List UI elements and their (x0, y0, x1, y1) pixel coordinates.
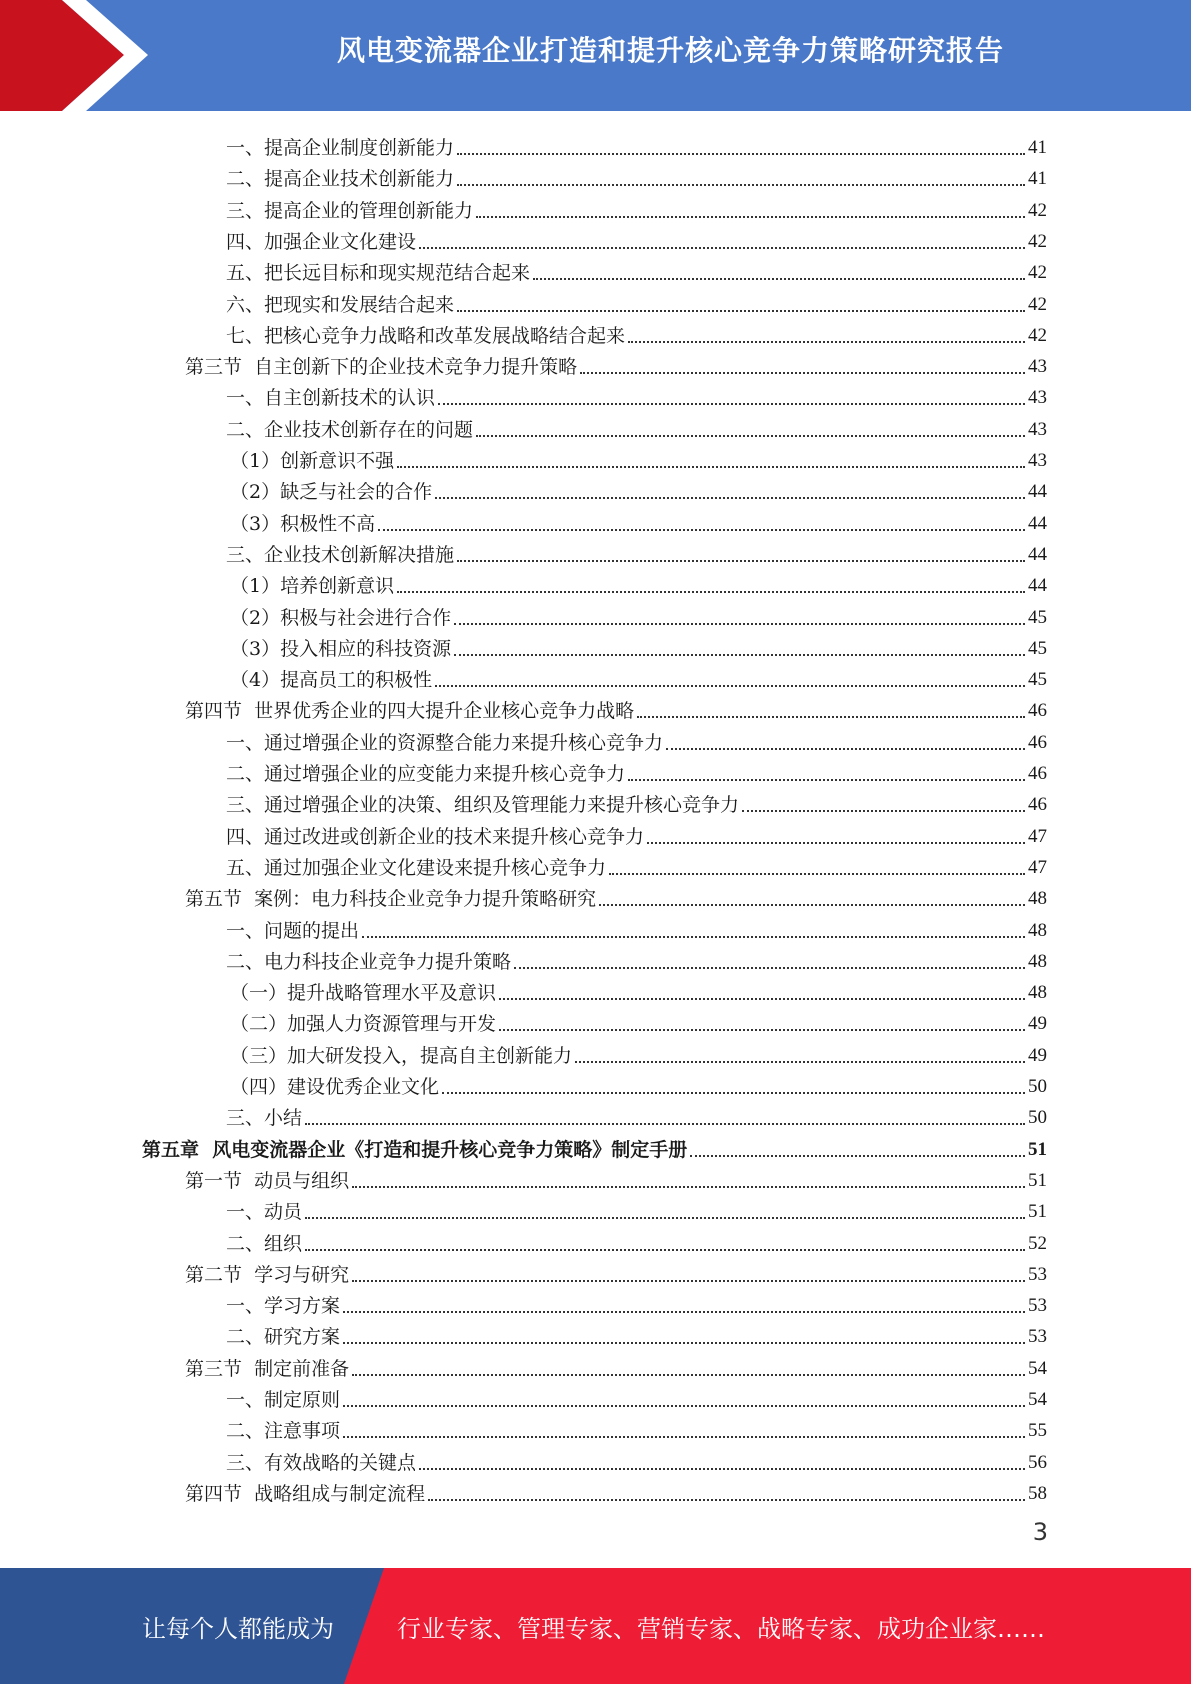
toc-dot-leader (435, 685, 1025, 687)
toc-entry-page-number: 41 (1028, 137, 1047, 158)
toc-entry-page-number: 51 (1028, 1201, 1047, 1223)
toc-subsection-entry[interactable] (226, 785, 1047, 816)
toc-entry-label: 六、把现实和发展结合起来 (226, 293, 455, 316)
toc-subsection-entry[interactable] (226, 1380, 1047, 1411)
toc-entry-page-number: 45 (1028, 637, 1047, 659)
toc-entry-label: （三）加大研发投入，提高自主创新能力 (230, 1044, 573, 1067)
toc-entry-label: 四、加强企业文化建设 (226, 230, 417, 253)
toc-entry-page-number: 44 (1028, 481, 1047, 503)
toc-entry-page-number: 50 (1028, 1076, 1047, 1097)
toc-entry-page-number: 46 (1028, 763, 1047, 784)
toc-dot-leader (454, 623, 1025, 625)
toc-subsection-entry[interactable] (226, 817, 1047, 848)
page-number: 3 (1032, 1518, 1048, 1546)
toc-entry-page-number: 41 (1028, 168, 1047, 190)
toc-subsection-entry[interactable] (226, 723, 1047, 754)
toc-entry-label: 第五章 风电变流器企业《打造和提升核心竞争力策略》制定手册 (142, 1138, 688, 1161)
toc-entry-page-number: 46 (1028, 731, 1047, 753)
toc-dot-leader (514, 967, 1025, 969)
toc-entry-page-number: 58 (1028, 1482, 1047, 1504)
toc-entry-label: 三、小结 (226, 1107, 303, 1130)
toc-section-entry[interactable] (185, 1349, 1047, 1380)
toc-entry-page-number: 54 (1028, 1389, 1047, 1410)
toc-dot-leader (419, 1468, 1025, 1470)
toc-subsection-entry[interactable] (226, 222, 1047, 253)
toc-entry-page-number: 47 (1028, 825, 1047, 847)
toc-entry-label: 一、问题的提出 (226, 919, 360, 942)
toc-entry-label: （2）缺乏与社会的合作 (230, 481, 433, 504)
toc-entry-page-number: 42 (1028, 324, 1047, 346)
toc-subsection-entry[interactable] (226, 1224, 1047, 1255)
toc-entry-label: 第二节 学习与研究 (185, 1263, 350, 1286)
toc-entry-label: 三、通过增强企业的决策、组织及管理能力来提升核心竞争力 (226, 794, 740, 817)
toc-subsection-entry[interactable] (230, 973, 1047, 1004)
toc-subsection-entry[interactable] (230, 1036, 1047, 1067)
toc-entry-page-number: 48 (1028, 982, 1047, 1004)
toc-subsection-entry[interactable] (226, 253, 1047, 284)
toc-subsection-entry[interactable] (226, 1192, 1047, 1223)
toc-dot-leader (305, 1249, 1025, 1251)
toc-entry-page-number: 48 (1028, 919, 1047, 941)
toc-entry-page-number: 52 (1028, 1232, 1047, 1254)
toc-subsection-entry[interactable] (226, 316, 1047, 347)
toc-dot-leader (690, 1155, 1025, 1157)
toc-dot-leader (499, 1029, 1025, 1031)
toc-subsection-entry[interactable] (226, 911, 1047, 942)
toc-dot-leader (628, 779, 1025, 781)
toc-dot-leader (742, 810, 1025, 812)
toc-entry-page-number: 49 (1028, 1044, 1047, 1066)
toc-section-entry[interactable] (185, 1161, 1047, 1192)
footer-tagline: 行业专家、管理专家、营销专家、战略专家、成功企业家…… (397, 1614, 1045, 1643)
toc-entry-page-number: 44 (1028, 575, 1047, 597)
toc-entry-label: （2）积极与社会进行合作 (230, 606, 452, 629)
toc-entry-page-number: 43 (1028, 356, 1047, 378)
toc-entry-label: （二）加强人力资源管理与开发 (230, 1013, 497, 1036)
toc-entry-page-number: 53 (1028, 1295, 1047, 1317)
toc-dot-leader (580, 372, 1025, 374)
toc-entry-label: 第四节 世界优秀企业的四大提升企业核心竞争力战略 (185, 700, 635, 723)
toc-subsection-entry[interactable] (226, 191, 1047, 222)
toc-entry-label: 一、制定原则 (226, 1389, 341, 1411)
toc-entry-label: （一）提升战略管理水平及意识 (230, 982, 497, 1005)
toc-section-entry[interactable] (185, 691, 1047, 722)
toc-dot-leader (442, 1092, 1025, 1094)
toc-entry-label: 二、组织 (226, 1232, 303, 1255)
toc-subsection-entry[interactable] (226, 1317, 1047, 1348)
toc-entry-page-number: 42 (1028, 230, 1047, 252)
toc-entry-label: 一、动员 (226, 1201, 303, 1224)
toc-entry-label: 一、自主创新技术的认识 (226, 387, 436, 410)
toc-entry-label: 三、提高企业的管理创新能力 (226, 199, 474, 222)
toc-entry-page-number: 46 (1028, 794, 1047, 816)
toc-subsection-entry[interactable] (230, 504, 1047, 535)
toc-section-entry[interactable] (185, 1255, 1047, 1286)
toc-dot-leader (499, 998, 1025, 1000)
toc-entry-label: 三、有效战略的关键点 (226, 1451, 417, 1474)
toc-subsection-entry[interactable] (226, 1443, 1047, 1474)
toc-entry-page-number: 56 (1028, 1451, 1047, 1473)
toc-dot-leader (637, 716, 1025, 718)
toc-subsection-entry[interactable] (230, 1004, 1047, 1035)
page-header (0, 0, 1191, 111)
toc-subsection-entry[interactable] (230, 629, 1047, 660)
footer-slogan: 让每个人都能成为 (142, 1614, 334, 1643)
toc-dot-leader (419, 247, 1025, 249)
toc-dot-leader (305, 1123, 1025, 1125)
toc-dot-leader (397, 466, 1025, 468)
toc-section-entry[interactable] (185, 347, 1047, 378)
toc-entry-label: 二、研究方案 (226, 1326, 341, 1349)
toc-section-entry[interactable] (185, 1474, 1047, 1505)
toc-dot-leader (628, 341, 1025, 343)
toc-subsection-entry[interactable] (226, 410, 1047, 441)
toc-section-entry[interactable] (185, 879, 1047, 910)
toc-subsection-entry[interactable] (226, 848, 1047, 879)
toc-dot-leader (647, 842, 1025, 844)
toc-entry-page-number: 55 (1028, 1420, 1047, 1442)
toc-entry-label: 七、把核心竞争力战略和改革发展战略结合起来 (226, 324, 626, 347)
toc-subsection-entry[interactable] (226, 159, 1047, 190)
toc-entry-label: （3）积极性不高 (230, 512, 376, 535)
toc-subsection-entry[interactable] (230, 1067, 1047, 1098)
toc-subsection-entry[interactable] (226, 754, 1047, 785)
toc-entry-page-number: 45 (1028, 669, 1047, 691)
toc-entry-label: （四）建设优秀企业文化 (230, 1076, 440, 1098)
toc-subsection-entry[interactable] (230, 441, 1047, 472)
toc-entry-label: （4）提高员工的积极性 (230, 669, 433, 692)
toc-dot-leader (362, 936, 1025, 938)
toc-entry-page-number: 45 (1028, 606, 1047, 628)
toc-dot-leader (397, 591, 1025, 593)
toc-dot-leader (428, 1499, 1025, 1501)
toc-subsection-entry[interactable] (226, 285, 1047, 316)
toc-entry-page-number: 42 (1028, 199, 1047, 221)
document-title: 风电变流器企业打造和提升核心竞争力策略研究报告 (336, 34, 1004, 67)
toc-subsection-entry[interactable] (230, 598, 1047, 629)
toc-dot-leader (457, 153, 1025, 155)
toc-entry-page-number: 47 (1028, 856, 1047, 878)
toc-entry-label: 一、学习方案 (226, 1295, 341, 1318)
toc-entry-page-number: 43 (1028, 450, 1047, 471)
toc-subsection-entry[interactable] (230, 660, 1047, 691)
toc-entry-label: 二、通过增强企业的应变能力来提升核心竞争力 (226, 763, 626, 785)
toc-entry-page-number: 46 (1028, 700, 1047, 722)
header-chevron-decoration (0, 0, 160, 111)
toc-entry-label: 一、提高企业制度创新能力 (226, 137, 455, 159)
toc-entry-label: （1）创新意识不强 (230, 450, 395, 472)
toc-entry-page-number: 43 (1028, 418, 1047, 440)
toc-entry-label: （3）投入相应的科技资源 (230, 637, 452, 660)
toc-entry-page-number: 43 (1028, 387, 1047, 409)
toc-entry-label: 第五节 案例：电力科技企业竞争力提升策略研究 (185, 888, 597, 911)
toc-entry-label: 第一节 动员与组织 (185, 1169, 350, 1192)
toc-entry-label: 第三节 制定前准备 (185, 1357, 350, 1380)
toc-entry-page-number: 54 (1028, 1357, 1047, 1379)
toc-dot-leader (438, 403, 1025, 405)
toc-entry-label: 二、提高企业技术创新能力 (226, 168, 455, 191)
toc-dot-leader (533, 278, 1025, 280)
toc-dot-leader (352, 1374, 1025, 1376)
toc-dot-leader (457, 184, 1025, 186)
toc-entry-page-number: 48 (1028, 950, 1047, 972)
toc-entry-page-number: 51 (1028, 1138, 1047, 1160)
toc-dot-leader (575, 1061, 1025, 1063)
toc-chapter-entry[interactable] (142, 1130, 1047, 1161)
toc-dot-leader (599, 904, 1025, 906)
toc-subsection-entry[interactable] (226, 942, 1047, 973)
toc-subsection-entry[interactable] (226, 1098, 1047, 1129)
toc-dot-leader (476, 216, 1025, 218)
toc-subsection-entry[interactable] (226, 128, 1047, 159)
toc-entry-page-number: 42 (1028, 293, 1047, 315)
toc-dot-leader (343, 1311, 1025, 1313)
toc-dot-leader (352, 1280, 1025, 1282)
toc-subsection-entry[interactable] (230, 472, 1047, 503)
toc-entry-page-number: 50 (1028, 1107, 1047, 1129)
toc-entry-label: （1）培养创新意识 (230, 575, 395, 598)
toc-entry-page-number: 48 (1028, 888, 1047, 910)
toc-entry-label: 第三节 自主创新下的企业技术竞争力提升策略 (185, 356, 578, 379)
toc-dot-leader (378, 529, 1025, 531)
toc-dot-leader (352, 1186, 1025, 1188)
toc-dot-leader (476, 435, 1025, 437)
toc-subsection-entry[interactable] (226, 378, 1047, 409)
toc-entry-page-number: 51 (1028, 1169, 1047, 1191)
toc-subsection-entry[interactable] (230, 566, 1047, 597)
toc-entry-label: 五、把长远目标和现实规范结合起来 (226, 262, 531, 285)
toc-dot-leader (457, 310, 1025, 312)
toc-dot-leader (609, 873, 1025, 875)
toc-entry-label: 一、通过增强企业的资源整合能力来提升核心竞争力 (226, 731, 664, 754)
toc-dot-leader (343, 1436, 1025, 1438)
toc-dot-leader (454, 654, 1025, 656)
toc-entry-label: 三、企业技术创新解决措施 (226, 543, 455, 566)
toc-dot-leader (457, 560, 1025, 562)
toc-entry-page-number: 44 (1028, 543, 1047, 565)
toc-entry-label: 五、通过加强企业文化建设来提升核心竞争力 (226, 856, 607, 879)
toc-dot-leader (435, 497, 1025, 499)
toc-subsection-entry[interactable] (226, 1286, 1047, 1317)
toc-entry-page-number: 49 (1028, 1013, 1047, 1035)
toc-entry-page-number: 53 (1028, 1263, 1047, 1285)
toc-entry-label: 四、通过改进或创新企业的技术来提升核心竞争力 (226, 825, 645, 848)
toc-subsection-entry[interactable] (226, 535, 1047, 566)
toc-entry-label: 二、注意事项 (226, 1420, 341, 1443)
toc-entry-label: 第四节 战略组成与制定流程 (185, 1482, 426, 1505)
toc-entry-label: 二、电力科技企业竞争力提升策略 (226, 950, 512, 973)
toc-entry-label: 二、企业技术创新存在的问题 (226, 418, 474, 441)
page-footer (0, 1568, 1191, 1684)
toc-dot-leader (343, 1405, 1025, 1407)
toc-dot-leader (343, 1342, 1025, 1344)
toc-entry-page-number: 42 (1028, 262, 1047, 284)
toc-dot-leader (305, 1217, 1025, 1219)
toc-entry-page-number: 53 (1028, 1326, 1047, 1348)
toc-entry-page-number: 44 (1028, 512, 1047, 534)
toc-dot-leader (666, 748, 1025, 750)
toc-subsection-entry[interactable] (226, 1411, 1047, 1442)
